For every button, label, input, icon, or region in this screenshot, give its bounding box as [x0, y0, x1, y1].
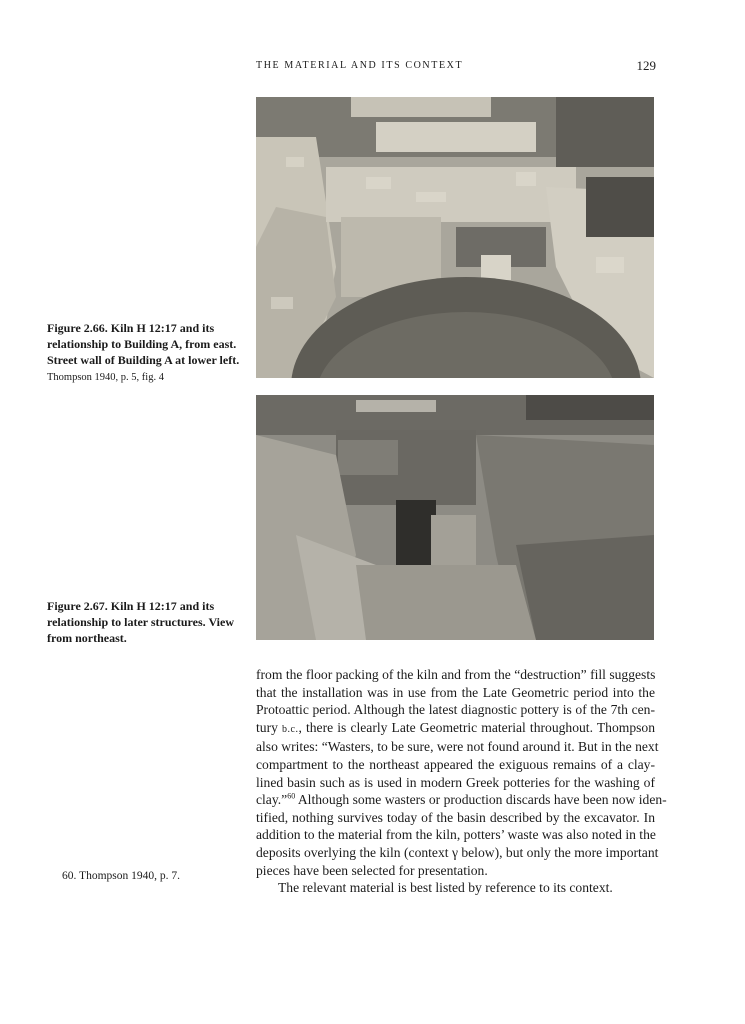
figure-2-66-photo — [256, 97, 654, 378]
body-text-fragment: clay.” — [256, 792, 288, 808]
body-line: pieces have been selected for presentation. — [256, 862, 488, 878]
figure-caption-text: Kiln H 12:17 and its relationship to Building A, from east. Street wall of Building A at lower left. — [47, 321, 240, 367]
figure-label: Figure 2.66. — [47, 321, 108, 335]
figure-caption-text: Kiln H 12:17 and its relationship to later structures. View from northeast. — [47, 599, 234, 645]
figure-source: Thompson 1940, p. 5, fig. 4 — [47, 372, 164, 383]
body-text-fragment: tury — [256, 719, 283, 735]
figure-2-66-caption — [47, 320, 247, 386]
era-abbreviation: b.c. — [282, 723, 299, 735]
running-head: THE MATERIAL AND ITS CONTEXT — [256, 60, 464, 71]
footnote-ref: 60 — [287, 791, 296, 801]
figure-2-67-photo — [256, 395, 654, 640]
figure-2-67-caption — [47, 598, 247, 646]
page-number: 129 — [636, 58, 656, 73]
body-line: lined basin such as is used in modern Greek potteries for the washing of — [256, 774, 655, 790]
footnote: 60. Thompson 1940, p. 7. — [62, 870, 180, 882]
body-text — [256, 666, 667, 897]
body-text-fragment: Although some wasters or production discards have been now iden- — [295, 792, 667, 808]
body-line: tified, nothing survives today of the basin described by the excavator. In — [256, 809, 655, 825]
body-line: deposits overlying the kiln (context γ below), but only the more important — [256, 844, 659, 860]
body-line: from the floor packing of the kiln and from the “destruction” fill suggests — [256, 667, 656, 682]
figure-label: Figure 2.67. — [47, 599, 108, 613]
body-line — [256, 719, 655, 739]
body-line: also writes: “Wasters, to be sure, were not found around it. But in the next — [256, 739, 659, 755]
body-line: The relevant material is best listed by reference to its context. — [278, 880, 613, 896]
body-text-fragment: , there is clearly Late Geometric material throughout. Thompson — [298, 719, 655, 735]
body-line: Protoattic period. Although the latest diagnostic pottery is of the 7th cen- — [256, 702, 655, 718]
body-line — [256, 791, 667, 809]
body-line: compartment to the northeast appeared the exiguous remains of a clay- — [256, 756, 655, 772]
body-line: that the installation was in use from the Late Geometric period into the — [256, 684, 655, 700]
body-line: addition to the material from the kiln, potters’ waste was also noted in the — [256, 827, 656, 843]
